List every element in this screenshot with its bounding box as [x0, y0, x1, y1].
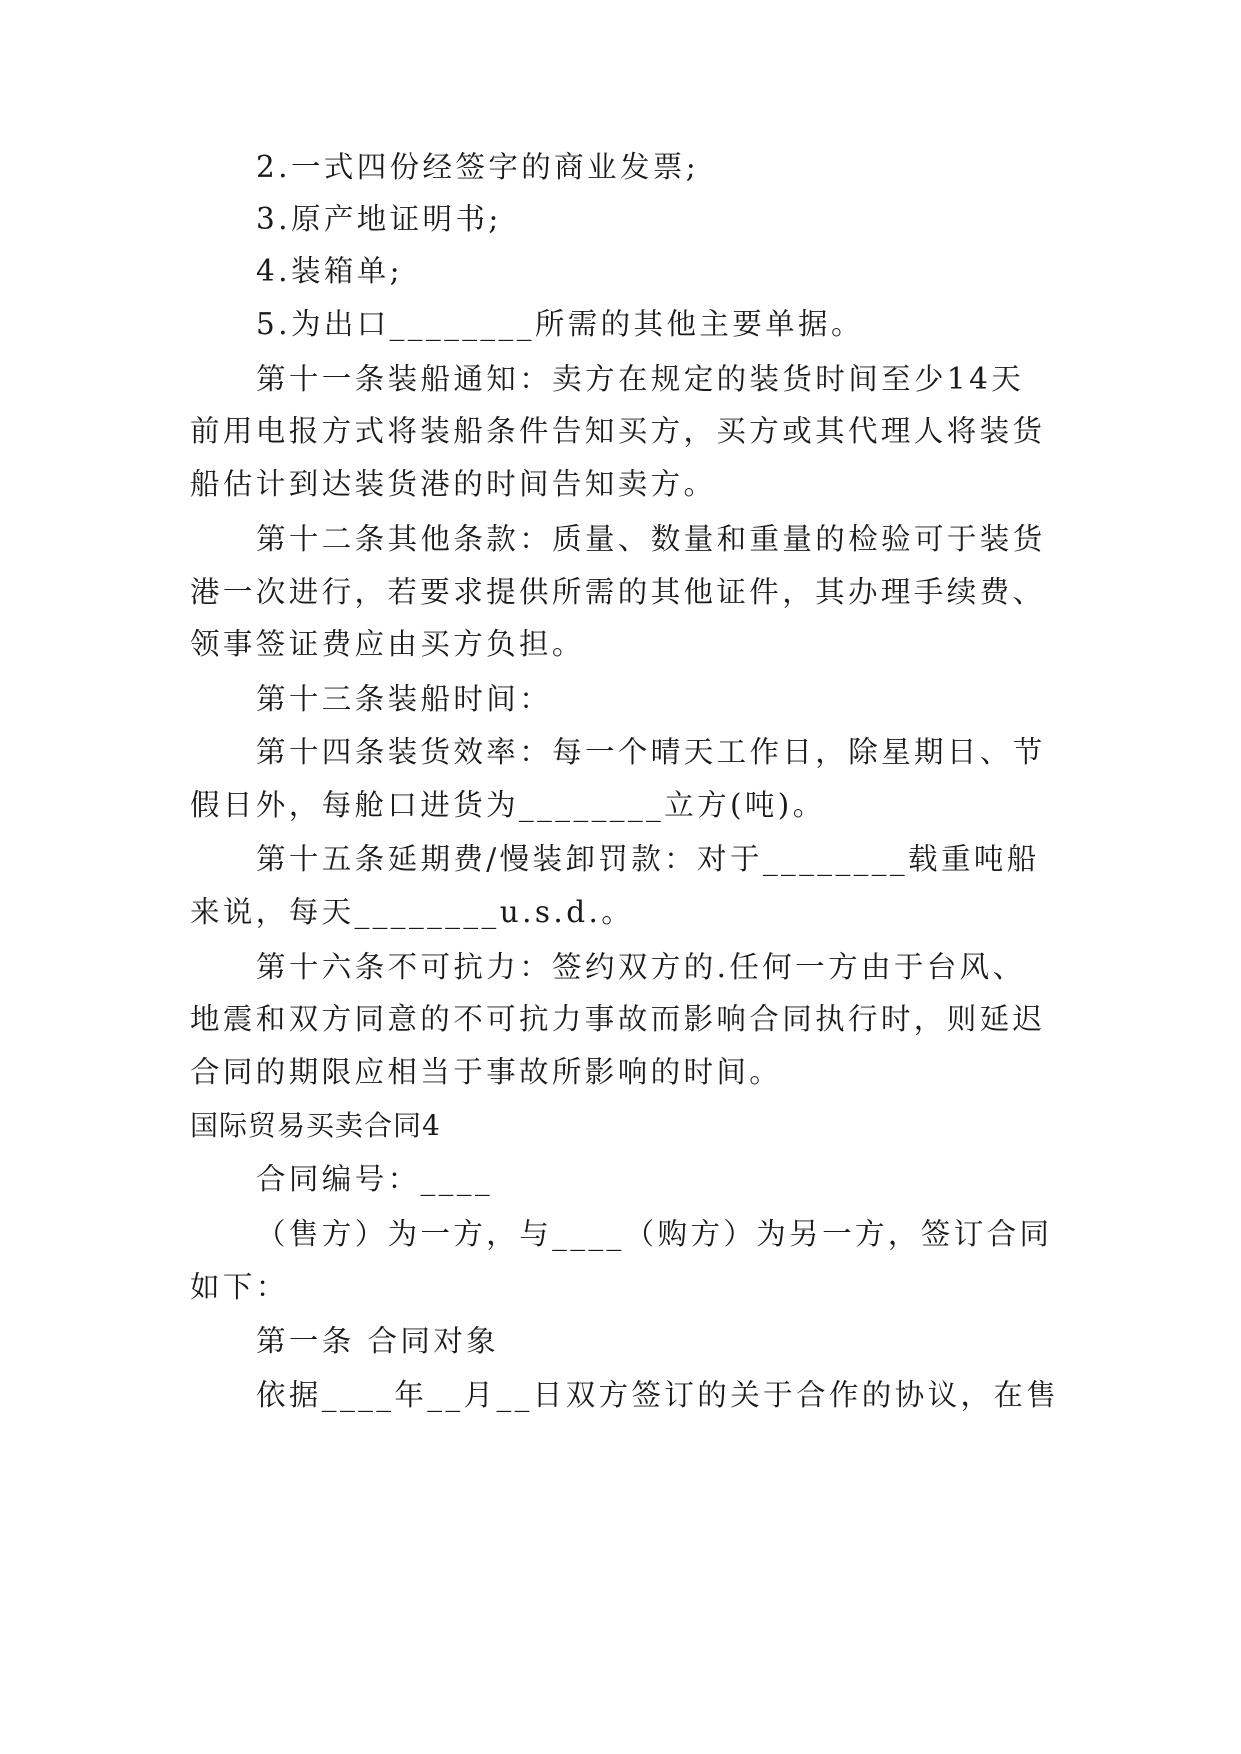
- clause-16-text: 地震和双方同意的不可抗力事故而影响合同执行时，则延迟: [190, 1002, 1046, 1036]
- list-item-certificate-of-origin: 3.原产地证明书;: [256, 202, 502, 236]
- section-heading: 国际贸易买卖合同4: [190, 1109, 441, 1142]
- clause-12-text: 领事签证费应由买方负担。: [190, 627, 585, 661]
- clause-15-text: 来说，每天________u.s.d.。: [190, 895, 635, 929]
- clause-14-loading-rate: 第十四条装货效率：每一个晴天工作日，除星期日、节: [256, 735, 1046, 769]
- contract-number: 合同编号：____: [256, 1162, 494, 1196]
- article-1-text: 依据____年__月__日双方签订的关于合作的协议，在售: [256, 1378, 1060, 1412]
- clause-16-force-majeure: 第十六条不可抗力：签约双方的.任何一方由于台风、: [256, 950, 1026, 984]
- clause-11-shipping-notice: 第十一条装船通知：卖方在规定的装货时间至少14天: [256, 362, 1025, 396]
- clause-11-text: 船估计到达装货港的时间告知卖方。: [190, 467, 717, 501]
- clause-14-text: 假日外，每舱口进货为________立方(吨)。: [190, 788, 826, 822]
- list-item-packing-list: 4.装箱单;: [256, 254, 403, 288]
- clause-12-other-terms: 第十二条其他条款：质量、数量和重量的检验可于装货: [256, 522, 1046, 556]
- parties-statement-cont: 如下：: [190, 1270, 289, 1304]
- clause-15-demurrage: 第十五条延期费/慢装卸罚款：对于________载重吨船: [256, 842, 1040, 876]
- parties-statement: （售方）为一方，与____（购方）为另一方，签订合同: [256, 1217, 1053, 1251]
- clause-13-shipping-time: 第十三条装船时间：: [256, 682, 553, 716]
- clause-11-text: 前用电报方式将装船条件告知买方，买方或其代理人将装货: [190, 414, 1046, 448]
- list-item-other-documents: 5.为出口________所需的其他主要单据。: [256, 307, 864, 341]
- list-item-commercial-invoice: 2.一式四份经签字的商业发票;: [256, 150, 700, 184]
- clause-16-text: 合同的期限应相当于事故所影响的时间。: [190, 1055, 783, 1089]
- article-1-heading: 第一条 合同对象: [256, 1324, 500, 1358]
- clause-12-text: 港一次进行，若要求提供所需的其他证件，其办理手续费、: [190, 575, 1046, 609]
